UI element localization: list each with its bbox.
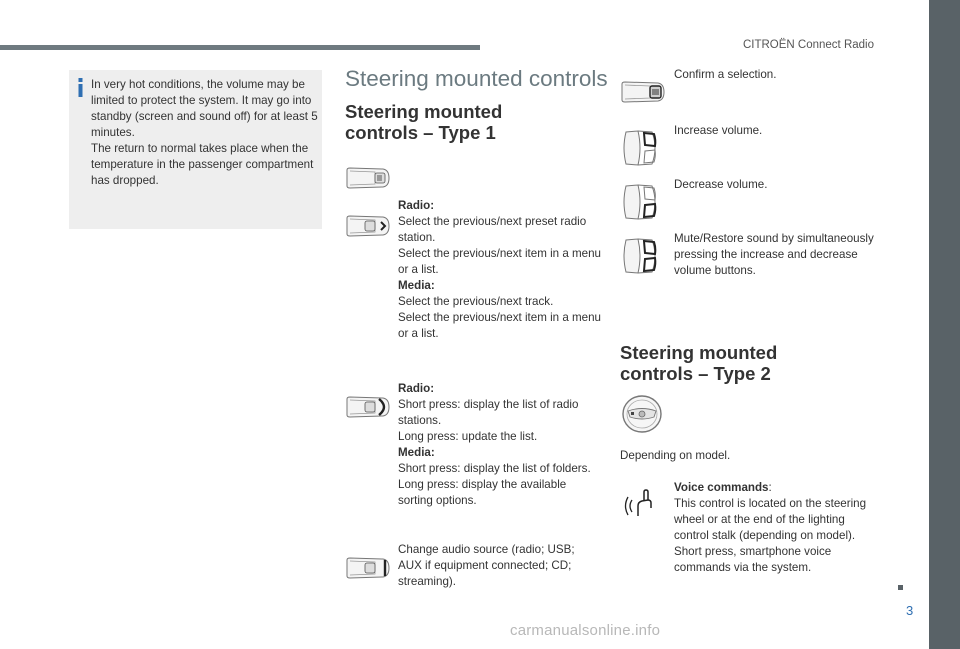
info-text bbox=[91, 77, 319, 189]
type1-title-line2: controls – Type 1 bbox=[345, 122, 496, 143]
voice-commands-description bbox=[674, 480, 874, 576]
media-label: Media: bbox=[398, 279, 435, 292]
type2-heading bbox=[620, 342, 860, 384]
depending-on-model-note: Depending on model. bbox=[620, 449, 731, 462]
increase-volume-description: Increase volume. bbox=[674, 124, 763, 137]
steering-control-type1-icon bbox=[345, 166, 391, 190]
mute-control-icon bbox=[620, 236, 662, 276]
page-title: Steering mounted controls bbox=[345, 66, 608, 91]
voice-command-icon bbox=[624, 488, 660, 520]
audio-source-control-icon bbox=[345, 556, 391, 580]
radio-label: Radio: bbox=[398, 382, 435, 395]
confirm-control-icon bbox=[620, 80, 666, 104]
header-title: CITROËN Connect Radio bbox=[742, 39, 874, 51]
type1-preset-description bbox=[398, 198, 603, 342]
type1-source-description bbox=[398, 542, 598, 590]
continuation-marker bbox=[898, 585, 903, 590]
description-line: This control is located on the steering wheel or at the end of the lighting control stalk (depending on model). bbox=[674, 497, 867, 542]
description-line: Select the previous/next item in a menu or a list. bbox=[398, 247, 601, 276]
watermark: carmanualsonline.info bbox=[510, 622, 661, 639]
info-paragraph: In very hot conditions, the volume may be limited to protect the system. It may go into standby (screen and sound off) for at least 5 minutes. bbox=[91, 78, 318, 139]
decrease-volume-description: Decrease volume. bbox=[674, 178, 768, 191]
description-line: Long press: display the available sorting options. bbox=[398, 478, 567, 507]
info-paragraph: The return to normal takes place when the temperature in the passenger compartment has dropped. bbox=[91, 142, 314, 187]
radio-label: Radio: bbox=[398, 199, 435, 212]
steering-wheel-icon bbox=[620, 393, 664, 435]
description-line: Select the previous/next track. bbox=[398, 295, 554, 308]
type1-title-line1: Steering mounted bbox=[345, 101, 503, 122]
confirm-description: Confirm a selection. bbox=[674, 68, 777, 81]
mute-description: Mute/Restore sound by simultaneously pressing the increase and decrease volume buttons. bbox=[674, 232, 874, 277]
volume-down-control-icon bbox=[620, 182, 662, 222]
type1-list-description bbox=[398, 381, 603, 509]
description-line: Short press: display the list of radio stations. bbox=[398, 398, 579, 427]
voice-commands-colon: : bbox=[768, 481, 772, 494]
preset-select-control-icon bbox=[345, 214, 391, 238]
side-tab-strip bbox=[929, 0, 960, 649]
media-label: Media: bbox=[398, 446, 435, 459]
header-rule bbox=[0, 45, 480, 50]
description-line: Change audio source (radio; USB; AUX if equipment connected; CD; streaming). bbox=[398, 543, 575, 588]
list-display-control-icon bbox=[345, 395, 391, 419]
type1-heading bbox=[345, 101, 585, 143]
type2-title-line1: Steering mounted bbox=[620, 342, 778, 363]
page-number: 3 bbox=[906, 603, 914, 618]
description-line: Long press: update the list. bbox=[398, 430, 538, 443]
voice-commands-label: Voice commands bbox=[674, 481, 769, 494]
volume-up-control-icon bbox=[620, 128, 662, 168]
description-line: Short press, smartphone voice commands via the system. bbox=[674, 545, 832, 574]
type2-title-line2: controls – Type 2 bbox=[620, 363, 771, 384]
description-line: Select the previous/next item in a menu or a list. bbox=[398, 311, 601, 340]
info-icon bbox=[76, 78, 85, 97]
description-line: Short press: display the list of folders. bbox=[398, 462, 591, 475]
description-line: Select the previous/next preset radio station. bbox=[398, 215, 587, 244]
